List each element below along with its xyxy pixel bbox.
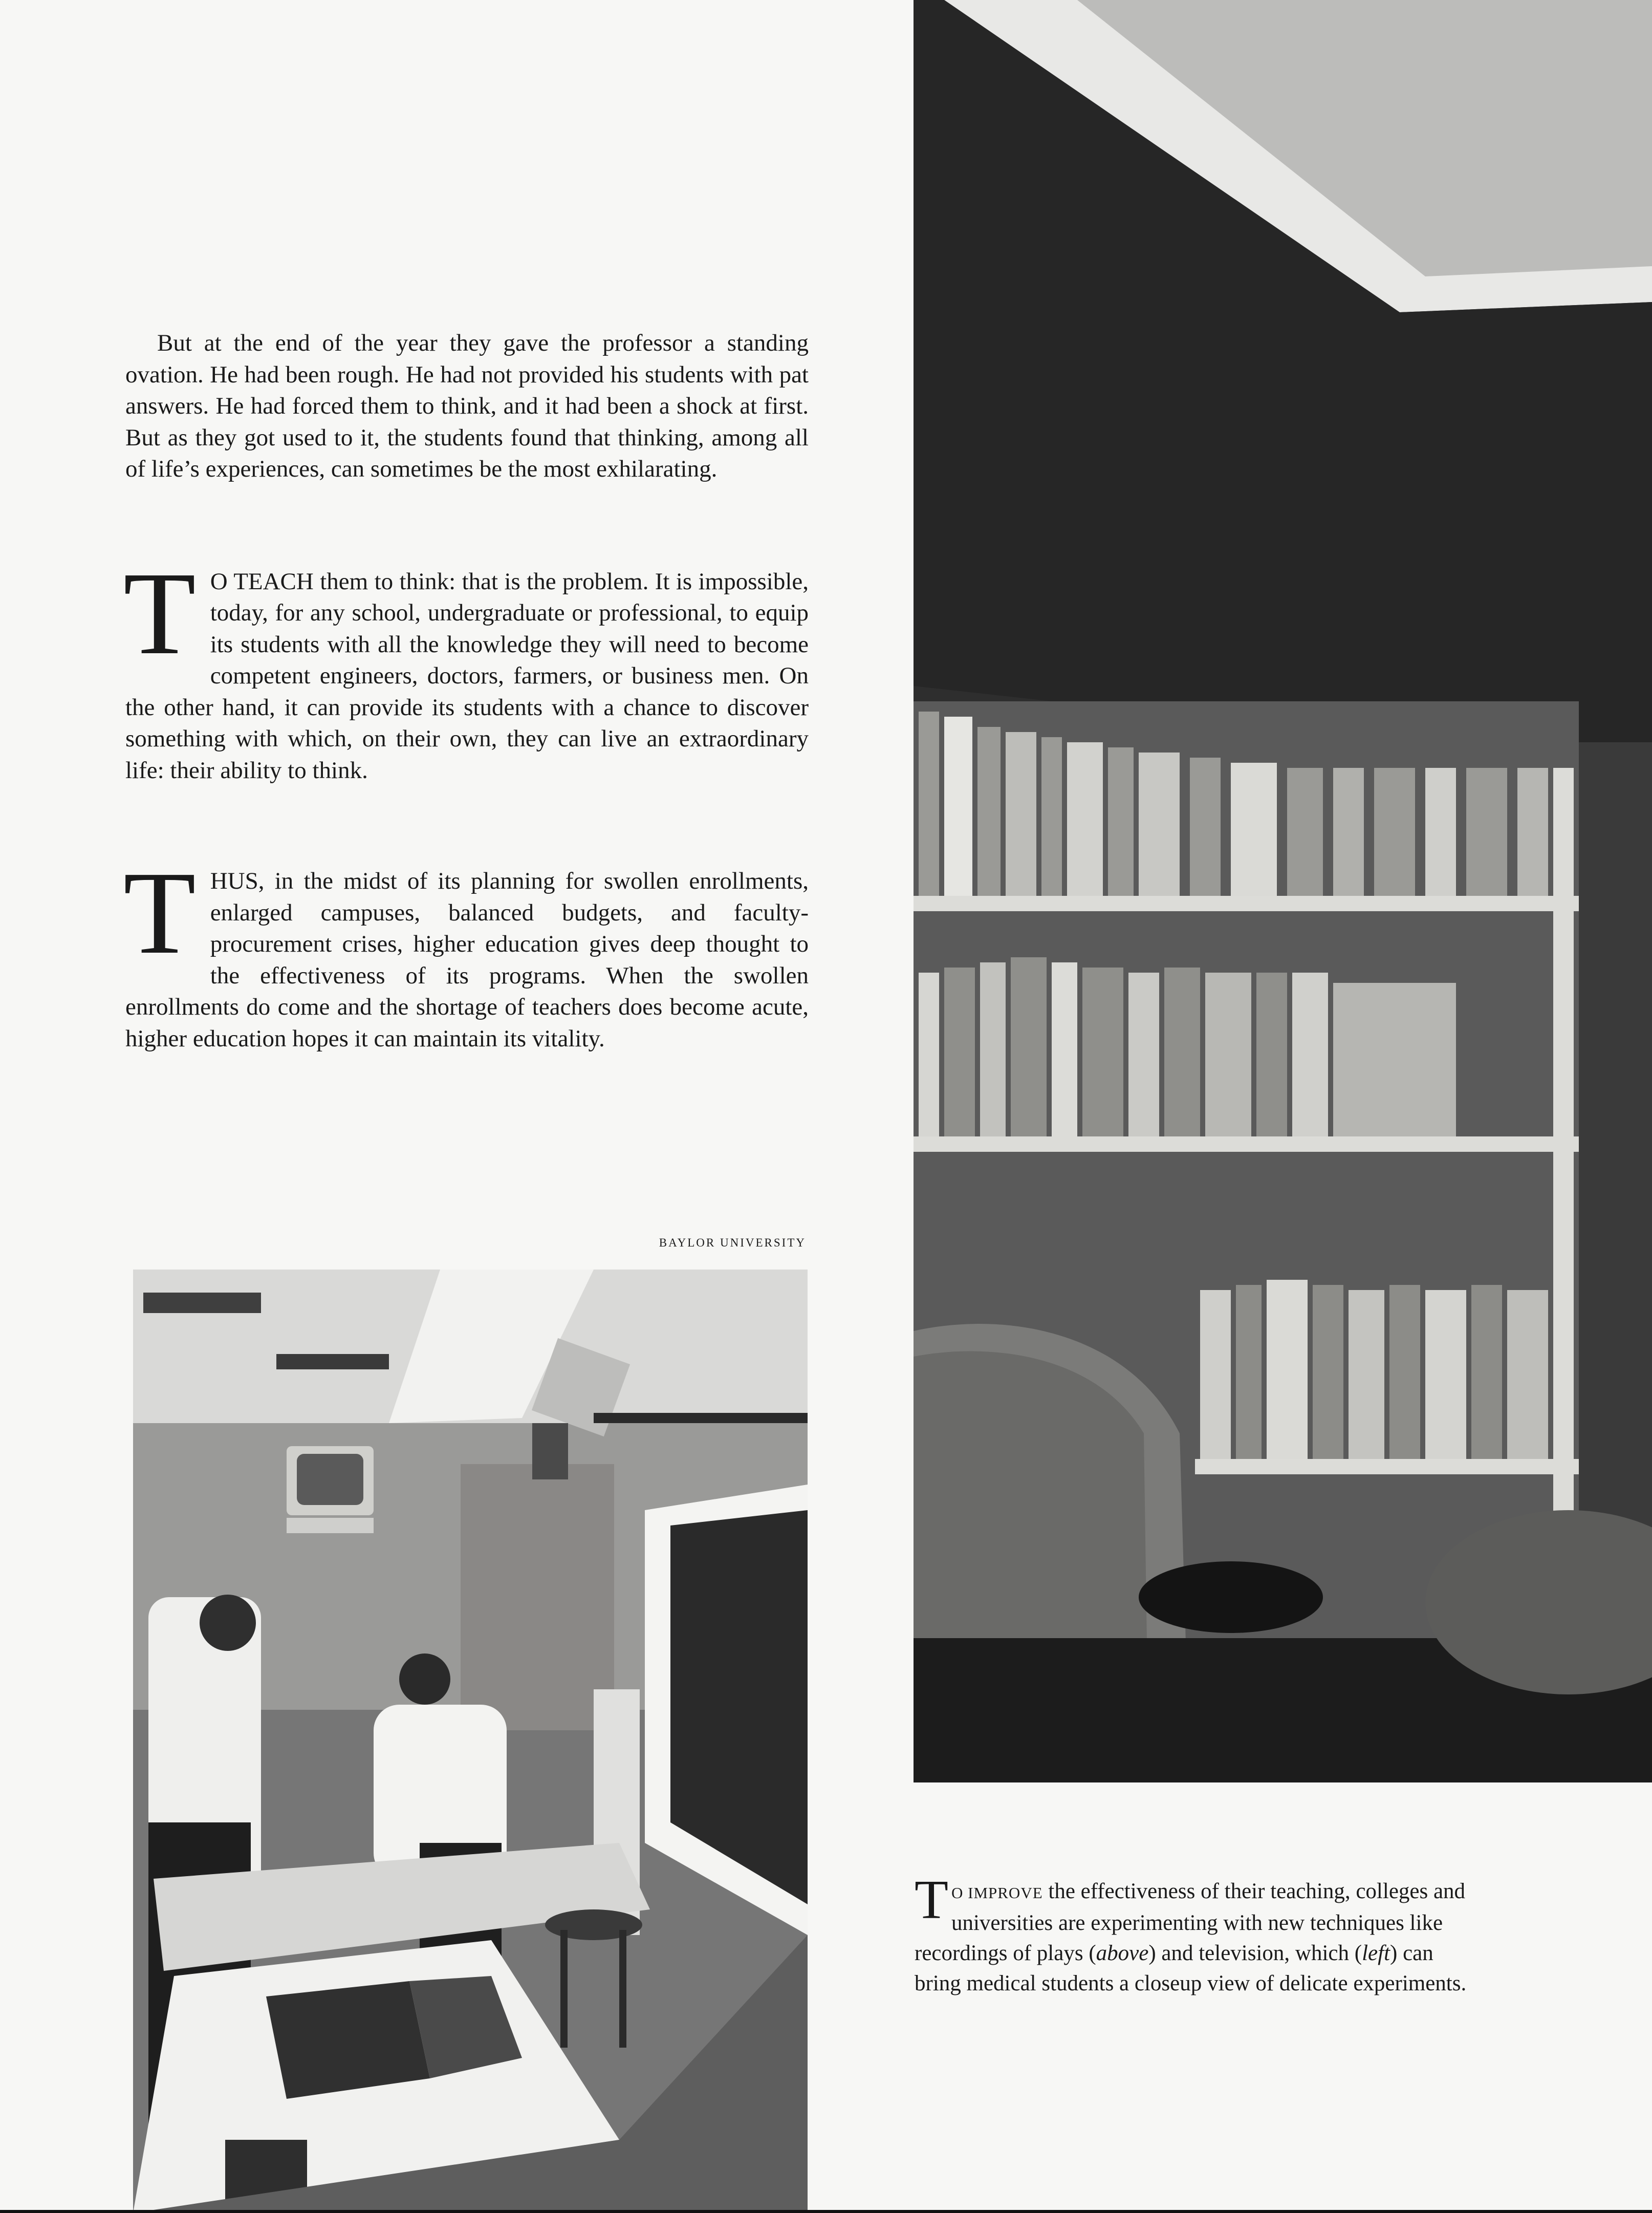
caption-lead: O IMPROVE [951,1884,1043,1902]
caption-text-2: ) and television, which ( [1148,1941,1362,1965]
caption-left: left [1362,1941,1390,1965]
caption-drop-cap: T [915,1870,948,1930]
photo-caption [915,1870,1467,1999]
paragraph-3-text: HUS, in the midst of its planning for swollen enrollments, enlarged campuses, balanced budgets, and faculty-procurement crises, higher education gives deep thought to the effectiveness of its programs. When the swollen enrollments do come and the shortage of teachers does become acute, higher education hopes it can maintain its vitality. [125,868,809,1052]
drop-cap: T [123,847,196,979]
article-paragraph-1: But at the end of the year they gave the professor a standing ovation. He had been rough. He had not provided his students with pat answers. He had forced them to think, and it had been a shock at first. But as they got used to it, the students found that thinking, among all of life’s experiences, can sometimes be the most exhilarating. [125,330,809,482]
paragraph-2-text: O TEACH them to think: that is the problem. It is impossible, today, for any school, undergraduate or professional, to equip its students with all the knowledge they will need to become competent engineers, doctors, farmers, or business men. On the other hand, it can provide its students with a chance to discover something with which, on their own, they can live an extraordinary life: their ability to think. [125,568,809,784]
article-column [125,328,809,1055]
lab-photograph [133,1270,808,2213]
caption-text-3: ) can bring medical students a closeup view of delicate experiments. [915,1941,1467,1995]
library-photograph [914,0,1652,1782]
caption-above: above [1096,1941,1149,1965]
lab-photo-illustration [133,1270,808,2213]
article-paragraph-3 [123,847,809,1055]
caption-text-1: the effectiveness of their teaching, colleges and universities are experimenting with new techniques like recordings of plays ( [915,1879,1466,1965]
bottom-rule [0,2210,1652,2213]
article-paragraph-2 [123,547,809,787]
drop-cap: T [123,547,196,679]
library-photo-illustration [914,0,1652,1782]
photo-credit: BAYLOR UNIVERSITY [659,1236,806,1249]
